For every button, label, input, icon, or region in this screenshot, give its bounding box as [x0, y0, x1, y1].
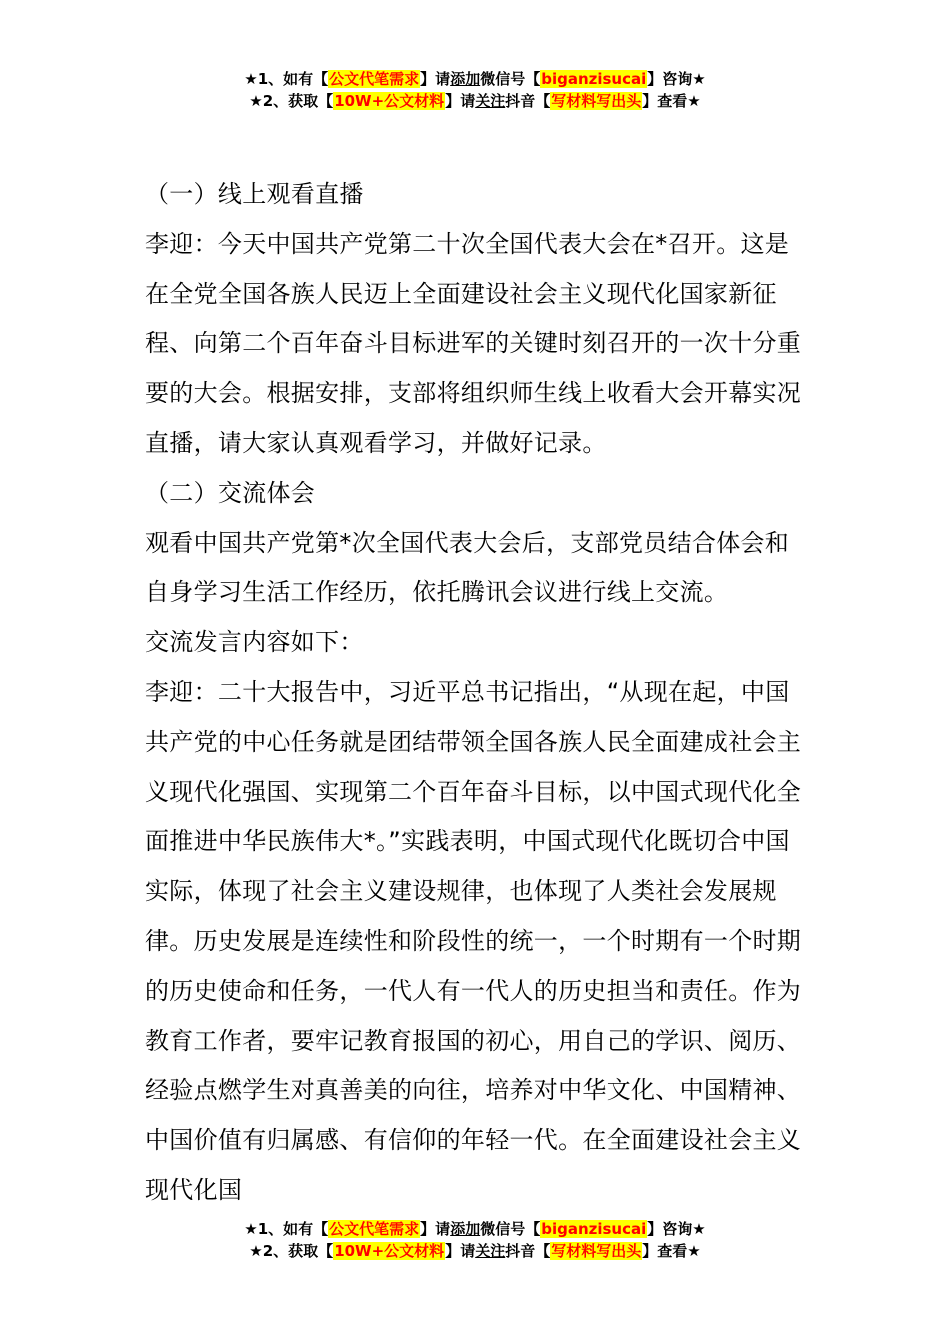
banner-line-2 — [0, 90, 950, 112]
section-heading-2: （二）交流体会 — [145, 478, 316, 507]
banner-text: ★2、获取【 — [249, 92, 334, 110]
banner-text: ★2、获取【 — [249, 1242, 334, 1260]
highlight-douyin-name: 写材料写出头 — [551, 1242, 642, 1260]
banner-text: 】请 — [420, 1220, 451, 1238]
banner-text: 抖音【 — [505, 1242, 551, 1260]
highlight-wechat-id: biganzisucai — [541, 1220, 647, 1238]
underlined-text: 添加 — [450, 70, 481, 88]
highlight-service: 公文代笔需求 — [329, 1220, 420, 1238]
banner-text: 抖音【 — [505, 92, 551, 110]
underlined-text: 添加 — [450, 1220, 481, 1238]
highlight-service: 公文代笔需求 — [329, 70, 420, 88]
banner-text: 】请 — [420, 70, 451, 88]
banner-line-1 — [0, 1218, 950, 1240]
highlight-materials: 10W+公文材料 — [334, 92, 445, 110]
banner-text: 微信号【 — [480, 1220, 541, 1238]
underlined-text: 关注 — [475, 1242, 506, 1260]
footer-banner — [0, 1218, 950, 1262]
document-body — [145, 170, 810, 1216]
banner-text: ★1、如有【 — [244, 1220, 329, 1238]
banner-text: 】查看★ — [642, 1242, 701, 1260]
header-banner — [0, 68, 950, 112]
banner-line-2 — [0, 1240, 950, 1262]
banner-text: ★1、如有【 — [244, 70, 329, 88]
paragraph: 交流发言内容如下： — [145, 628, 364, 657]
banner-text: 】咨询★ — [647, 1220, 706, 1238]
section-heading-1: （一）线上观看直播 — [145, 180, 364, 208]
paragraph: 李迎：今天中国共产党第二十次全国代表大会在*召开。这是在全党全国各族人民迈上全面建设社会主义现代化国家新征程、向第二个百年奋斗目标进军的关键时刻召开的一次十分重要的大会。根据安排，支部将组织师生线上收看大会开幕实况直播，请大家认真观看学习，并做好记录。 — [145, 229, 802, 457]
banner-text: 】咨询★ — [647, 70, 706, 88]
paragraph: 观看中国共产党第*次全国代表大会后，支部党员结合体会和自身学习生活工作经历，依托腾讯会议进行线上交流。 — [145, 528, 790, 607]
banner-line-1 — [0, 68, 950, 90]
highlight-douyin-name: 写材料写出头 — [551, 92, 642, 110]
highlight-wechat-id: biganzisucai — [541, 70, 647, 88]
banner-text: 】请 — [445, 92, 476, 110]
paragraph: 李迎：二十大报告中，习近平总书记指出，“从现在起，中国共产党的中心任务就是团结带领全国各族人民全面建成社会主义现代化强国、实现第二个百年奋斗目标，以中国式现代化全面推进中华民族伟大*。”实践表明，中国式现代化既切合中国实际，体现了社会主义建设规律，也体现了人类社会发展规律。历史发展是连续性和阶段性的统一，一个时期有一个时期的历史使命和任务，一代人有一代人的历史担当和责任。作为教育工作者，要牢记教育报国的初心，用自己的学识、阅历、经验点燃学生对真善美的向往，培养对中华文化、中国精神、中国价值有归属感、有信仰的年轻一代。在全面建设社会主义现代化国 — [145, 677, 802, 1204]
banner-text: 微信号【 — [480, 70, 541, 88]
banner-text: 】查看★ — [642, 92, 701, 110]
underlined-text: 关注 — [475, 92, 506, 110]
highlight-materials: 10W+公文材料 — [334, 1242, 445, 1260]
banner-text: 】请 — [445, 1242, 476, 1260]
